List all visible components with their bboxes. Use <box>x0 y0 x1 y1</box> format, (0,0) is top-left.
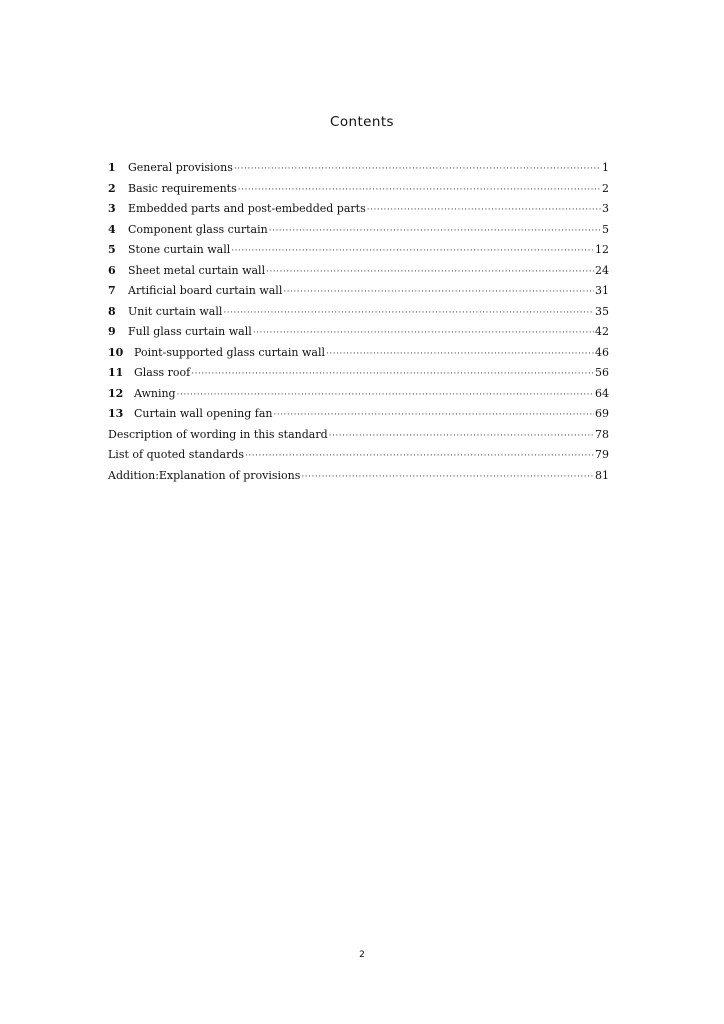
toc-entry-page: 1 <box>602 161 609 174</box>
dot-leader <box>234 159 601 180</box>
toc-entry[interactable] <box>108 363 609 384</box>
toc-entry-title: Glass roof <box>134 366 191 379</box>
toc-entry-page: 2 <box>602 181 609 195</box>
toc-entry[interactable] <box>108 425 609 446</box>
toc-entry-number: 10 <box>108 345 124 359</box>
dot-leader <box>245 446 594 467</box>
dot-leader <box>283 282 594 303</box>
toc-entry-title: General provisions <box>128 161 233 174</box>
dot-leader <box>269 221 601 242</box>
toc-entry-page: 78 <box>595 427 609 441</box>
toc-entry-page: 81 <box>595 468 609 482</box>
toc-entry[interactable] <box>108 240 609 261</box>
toc-entry[interactable] <box>108 302 609 323</box>
page-number: 2 <box>359 950 365 960</box>
toc-entry[interactable] <box>108 199 609 220</box>
toc-entry-page: 79 <box>595 448 609 461</box>
dot-leader <box>238 180 601 201</box>
toc-entry-title: Artificial board curtain wall <box>128 284 283 297</box>
toc-entry[interactable] <box>108 220 609 241</box>
toc-entry-number: 8 <box>108 304 116 318</box>
dot-leader <box>223 303 594 324</box>
toc-entry[interactable] <box>108 384 609 405</box>
toc-entry-page: 3 <box>602 202 609 215</box>
toc-entry-page: 24 <box>595 263 609 277</box>
toc-entry-title: Full glass curtain wall <box>128 325 252 338</box>
dot-leader <box>367 200 601 221</box>
toc-entry-page: 56 <box>595 366 609 379</box>
toc-entry-title: Description of wording in this standard <box>108 427 328 441</box>
toc-entry-title: List of quoted standards <box>108 448 245 461</box>
toc-entry[interactable] <box>108 281 609 302</box>
toc-entry-number: 1 <box>108 161 116 174</box>
toc-entry-number: 6 <box>108 263 116 277</box>
toc-entry-page: 42 <box>595 325 609 338</box>
toc-entry[interactable] <box>108 261 609 282</box>
dot-leader <box>329 426 594 447</box>
toc-entry[interactable] <box>108 158 609 179</box>
dot-leader <box>191 364 594 385</box>
toc-entry-title: Curtain wall opening fan <box>134 407 273 420</box>
toc-entry[interactable] <box>108 322 609 343</box>
dot-leader <box>253 323 594 344</box>
toc-entry-title: Embedded parts and post-embedded parts <box>128 202 366 215</box>
toc-entry-number: 5 <box>108 243 116 256</box>
dot-leader <box>273 405 594 426</box>
page-title: Contents <box>330 114 394 130</box>
toc-entry[interactable] <box>108 466 609 487</box>
toc-entry-page: 5 <box>602 222 609 236</box>
toc-entry-title: Unit curtain wall <box>128 304 223 318</box>
toc-entry-title: Addition:Explanation of provisions <box>108 468 301 482</box>
toc-entry-number: 7 <box>108 284 116 297</box>
dot-leader <box>301 467 594 488</box>
table-of-contents <box>108 158 609 486</box>
toc-entry-number: 2 <box>108 181 116 195</box>
dot-leader <box>326 344 594 365</box>
toc-entry[interactable] <box>108 445 609 466</box>
toc-entry-title: Sheet metal curtain wall <box>128 263 266 277</box>
toc-entry-page: 69 <box>595 407 609 420</box>
dot-leader <box>177 385 594 406</box>
dot-leader <box>266 262 594 283</box>
toc-entry-page: 31 <box>595 284 609 297</box>
toc-entry-number: 12 <box>108 386 124 400</box>
toc-entry-number: 9 <box>108 325 116 338</box>
toc-entry-number: 3 <box>108 202 116 215</box>
toc-entry[interactable] <box>108 343 609 364</box>
toc-entry-title: Component glass curtain <box>128 222 268 236</box>
toc-entry-number: 13 <box>108 407 124 420</box>
dot-leader <box>231 241 594 262</box>
toc-entry[interactable] <box>108 404 609 425</box>
toc-entry-title: Stone curtain wall <box>128 243 231 256</box>
toc-entry-page: 35 <box>595 304 609 318</box>
toc-entry-page: 64 <box>595 386 609 400</box>
toc-entry-page: 12 <box>595 243 609 256</box>
toc-entry-number: 4 <box>108 222 116 236</box>
toc-entry-number: 11 <box>108 366 124 379</box>
toc-entry-title: Basic requirements <box>128 181 237 195</box>
toc-entry-title: Point-supported glass curtain wall <box>134 345 325 359</box>
toc-entry-title: Awning <box>134 386 176 400</box>
toc-entry-page: 46 <box>595 345 609 359</box>
toc-entry[interactable] <box>108 179 609 200</box>
